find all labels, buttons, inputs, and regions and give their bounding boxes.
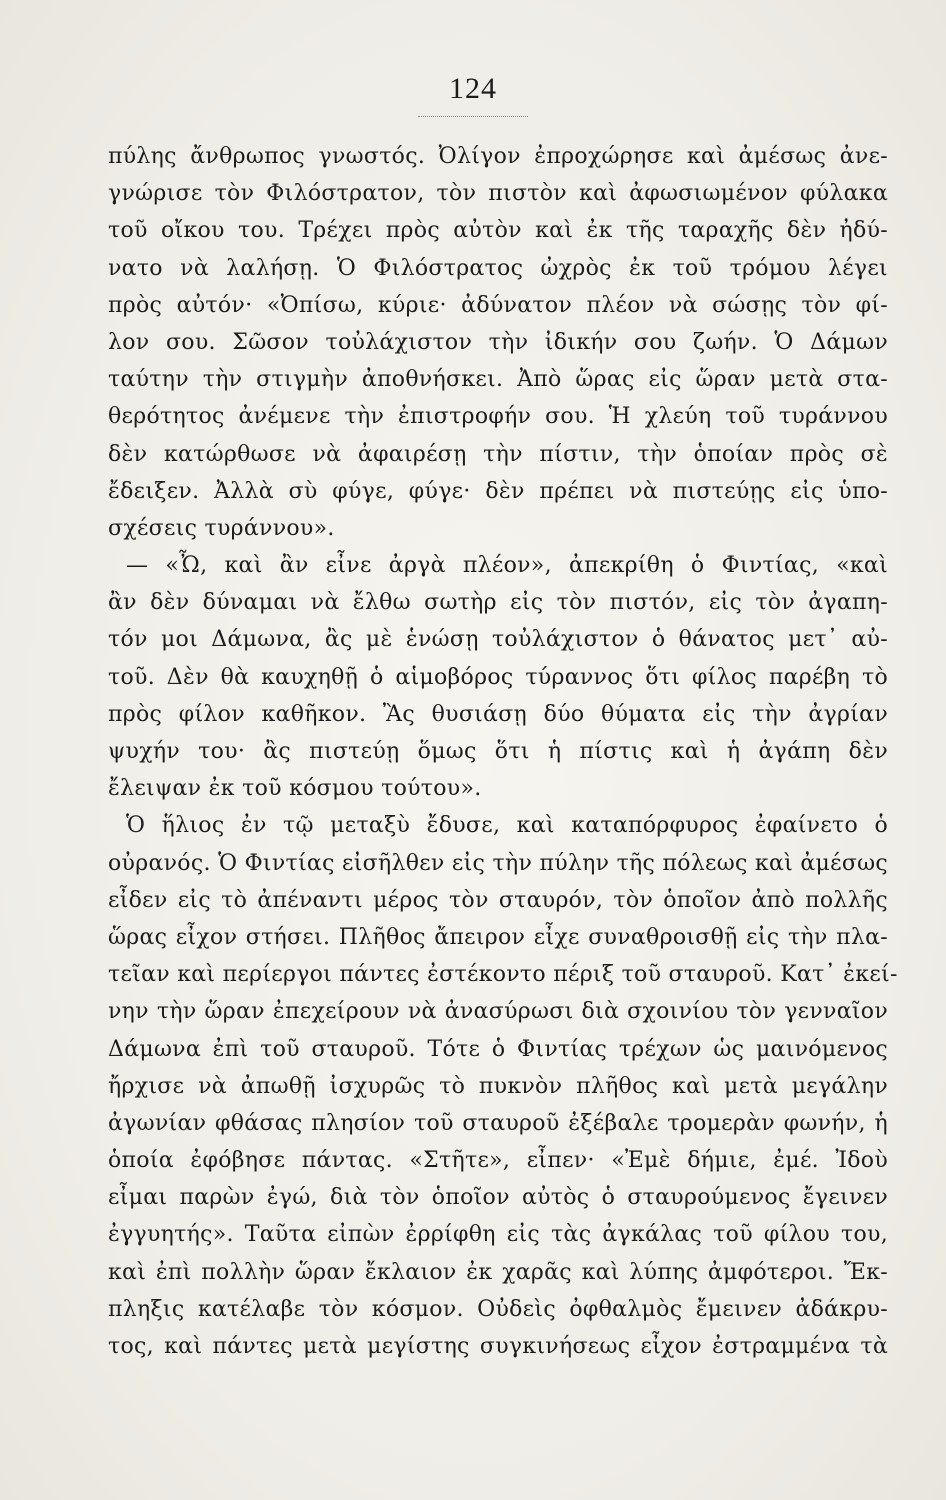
text-line: τόν μοι Δάμωνα, ἂς μὲ ἑνώσῃ τοὐλάχιστον ὁ θάνατος μετ᾽ αὐ- <box>108 627 888 653</box>
text-line: τοῦ. Δὲν θὰ καυχηθῇ ὁ αἱμοβόρος τύραννος ὅτι φίλος παρέβη τὸ <box>108 664 888 690</box>
text-line: πύλης ἄνθρωπος γνωστός. Ὀλίγον ἐπροχώρησε καὶ ἀμέσως ἀνε- <box>108 144 888 169</box>
text-line: Ὁ ἥλιος ἐν τῷ μεταξὺ ἔδυσε, καὶ καταπόρφυρος ἐφαίνετο ὁ <box>126 813 888 839</box>
text-line: ψυχήν του· ἂς πιστεύῃ ὅμως ὅτι ἡ πίστις καὶ ἡ ἀγάπη δὲν <box>108 739 888 764</box>
text-line: ὥρας εἶχον στήσει. Πλῆθος ἄπειρον εἶχε συναθροισθῇ εἰς τὴν πλα- <box>108 924 888 950</box>
text-line: τοῦ οἴκου του. Τρέχει πρὸς αὐτὸν καὶ ἐκ τῆς ταραχῆς δὲν ἠδύ- <box>108 218 888 244</box>
text-line: καὶ ἐπὶ πολλὴν ὥραν ἔκλαιον ἐκ χαρᾶς καὶ λύπης ἀμφότεροι. Ἔκ- <box>108 1259 888 1285</box>
text-line: οὐρανός. Ὁ Φιντίας εἰσῆλθεν εἰς τὴν πύλην τῆς πόλεως καὶ ἀμέσως <box>108 850 888 876</box>
text-line: ἔδειξεν. Ἀλλὰ σὺ φύγε, φύγε· δὲν πρέπει νὰ πιστεύῃς εἰς ὑπο- <box>108 478 888 504</box>
text-line: νατο νὰ λαλήσῃ. Ὁ Φιλόστρατος ὠχρὸς ἐκ τοῦ τρόμου λέγει <box>108 255 888 281</box>
text-line: εἶδεν εἰς τὸ ἀπέναντι μέρος τὸν σταυρόν, τὸν ὁποῖον ἀπὸ πολλῆς <box>108 887 888 913</box>
text-line: ἀγωνίαν φθάσας πλησίον τοῦ σταυροῦ ἐξέβαλε τρομερὰν φωνήν, ἡ <box>108 1110 888 1136</box>
text-line: ταύτην τὴν στιγμὴν ἀποθνήσκει. Ἀπὸ ὥρας εἰς ὥραν μετὰ στα- <box>108 367 888 393</box>
text-line: νην τὴν ὥραν ἐπεχείρουν νὰ ἀνασύρωσι διὰ σχοινίου τὸν γενναῖον <box>108 999 888 1025</box>
text-line: πληξις κατέλαβε τὸν κόσμον. Οὐδεὶς ὀφθαλμὸς ἔμεινεν ἀδάκρυ- <box>108 1296 888 1322</box>
text-line: τεῖαν καὶ περίεργοι πάντες ἐστέκοντο πέριξ τοῦ σταυροῦ. Κατ᾽ ἐκεί- <box>108 962 898 988</box>
text-line: εἶμαι παρὼν ἐγώ, διὰ τὸν ὁποῖον αὐτὸς ὁ σταυρούμενος ἔγεινεν <box>108 1185 888 1211</box>
text-line: δὲν κατώρθωσε νὰ ἀφαιρέσῃ τὴν πίστιν, τὴν ὁποίαν πρὸς σὲ <box>108 441 888 467</box>
text-line: ἐγγυητής». Ταῦτα εἰπὼν ἐρρίφθη εἰς τὰς ἀγκάλας τοῦ φίλου του, <box>108 1222 888 1248</box>
text-line: λον σου. Σῶσον τοὐλάχιστον τὴν ἰδικήν σου ζωήν. Ὁ Δάμων <box>108 329 888 355</box>
text-line: ἔλειψαν ἐκ τοῦ κόσμου τούτου». <box>108 776 482 802</box>
text-line: ἂν δὲν δύναμαι νὰ ἔλθω σωτὴρ εἰς τὸν πιστόν, εἰς τὸν ἀγαπη- <box>108 590 888 616</box>
page-number-rule <box>418 116 528 117</box>
body-text <box>108 138 898 1365</box>
text-line: Δάμωνα ἐπὶ τοῦ σταυροῦ. Τότε ὁ Φιντίας τρέχων ὡς μαινόμενος <box>108 1036 888 1062</box>
text-line: πρὸς αὐτόν· «Ὀπίσω, κύριε· ἀδύνατον πλέον νὰ σώσῃς τὸν φί- <box>108 292 888 318</box>
text-line: πρὸς φίλον καθῆκον. Ἂς θυσιάσῃ δύο θύματα εἰς τὴν ἀγρίαν <box>108 701 888 727</box>
text-line: — «Ὦ, καὶ ἂν εἶνε ἀργὰ πλέον», ἀπεκρίθη ὁ Φιντίας, «καὶ <box>126 553 888 579</box>
text-line: σχέσεις τυράννου». <box>108 515 335 541</box>
page-number: 124 <box>449 72 497 105</box>
text-line: γνώρισε τὸν Φιλόστρατον, τὸν πιστὸν καὶ ἀφωσιωμένον φύλακα <box>108 181 888 207</box>
text-line: ὁποία ἐφόβησε πάντας. «Στῆτε», εἶπεν· «Ἐμὲ δήμιε, ἐμέ. Ἰδοὺ <box>108 1148 888 1174</box>
text-line: ἤρχισε νὰ ἀπωθῇ ἰσχυρῶς τὸ πυκνὸν πλῆθος καὶ μετὰ μεγάλην <box>108 1073 888 1099</box>
text-line: τος, καὶ πάντες μετὰ μεγίστης συγκινήσεως εἶχον ἐστραμμένα τὰ <box>108 1334 888 1359</box>
text-line: θερότητος ἀνέμενε τὴν ἐπιστροφήν σου. Ἡ χλεύη τοῦ τυράννου <box>108 404 888 430</box>
